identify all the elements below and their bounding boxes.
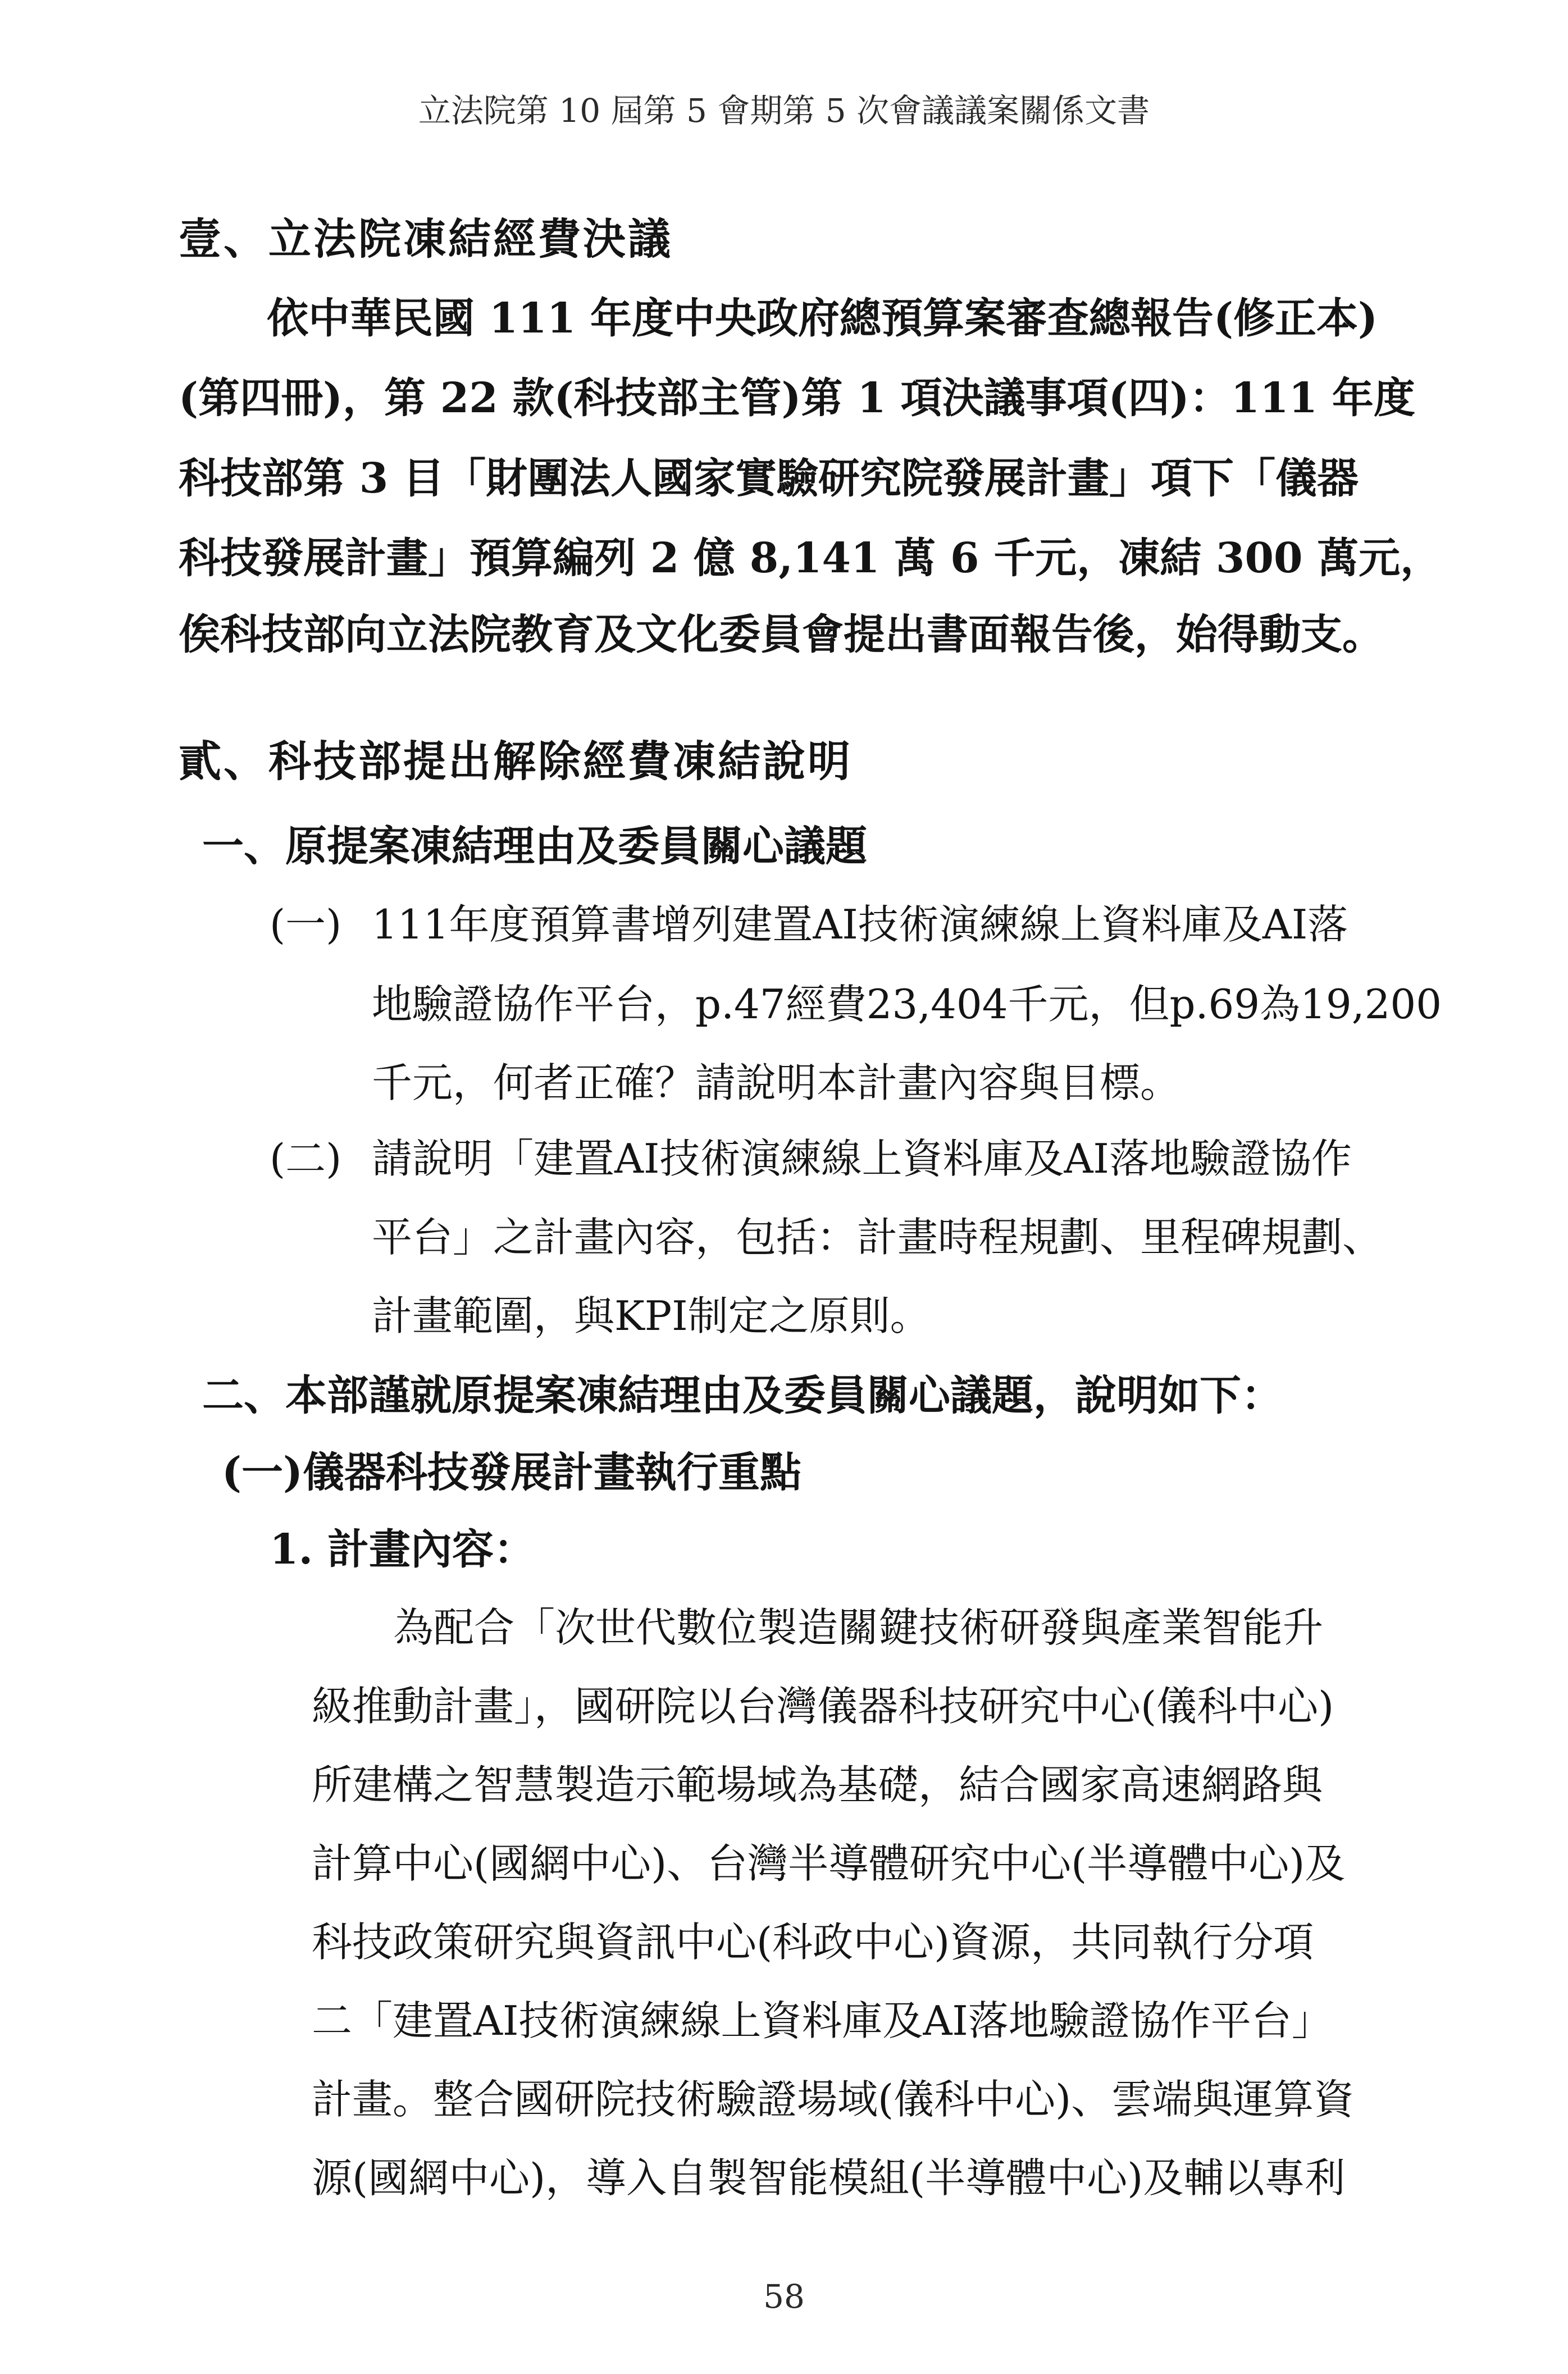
paragraph-line-1: 為配合「次世代數位製造關鍵技術研發與產業智能升 bbox=[393, 1604, 1324, 1651]
section-1-line-1: 依中華民國 111 年度中央政府總預算案審查總報告(修正本) bbox=[267, 294, 1378, 343]
section-1-line-3: 科技部第 3 目「財團法人國家實驗研究院發展計畫」項下「儀器 bbox=[179, 454, 1359, 503]
paragraph-line-3: 所建構之智慧製造示範場域為基礎，結合國家高速網路與 bbox=[312, 1761, 1323, 1808]
subsection-2-heading: 二、本部謹就原提案凍結理由及委員關心議題，說明如下： bbox=[202, 1371, 1283, 1420]
subsection-1-heading: 一、原提案凍結理由及委員關心議題 bbox=[202, 822, 867, 871]
point-1-1-heading: 1. 計畫內容： bbox=[270, 1525, 536, 1574]
item-2-marker: (二) bbox=[270, 1135, 342, 1182]
paragraph-line-4: 計算中心(國網中心)、台灣半導體研究中心(半導體中心)及 bbox=[312, 1840, 1346, 1887]
page-header: 立法院第 10 屆第 5 會期第 5 次會議議案關係文書 bbox=[418, 92, 1150, 130]
item-1-marker: (一) bbox=[270, 901, 342, 948]
section-1-line-4: 科技發展計畫」預算編列 2 億 8,141 萬 6 千元，凍結 300 萬元， bbox=[179, 534, 1442, 582]
section-1-line-5: 俟科技部向立法院教育及文化委員會提出書面報告後，始得動支。 bbox=[179, 610, 1384, 659]
item-2-line-2: 平台」之計畫內容，包括：計畫時程規劃、里程碑規劃、 bbox=[372, 1214, 1383, 1261]
point-1-heading: (一)儀器科技發展計畫執行重點 bbox=[222, 1448, 802, 1497]
paragraph-line-7: 計畫。整合國研院技術驗證場域(儀科中心)、雲端與運算資 bbox=[312, 2076, 1355, 2123]
paragraph-line-2: 級推動計畫」，國研院以台灣儀器科技研究中心(儀科中心) bbox=[312, 1683, 1334, 1730]
item-1-line-2: 地驗證協作平台，p.47經費23,404千元，但p.69為19,200 bbox=[372, 981, 1442, 1028]
item-2-line-1: 請說明「建置AI技術演練線上資料庫及AI落地驗證協作 bbox=[372, 1135, 1352, 1182]
paragraph-line-8: 源(國網中心)，導入自製智能模組(半導體中心)及輔以專利 bbox=[312, 2154, 1346, 2202]
item-2-line-3: 計畫範圍，與KPI制定之原則。 bbox=[372, 1292, 931, 1339]
section-2-heading: 貳、科技部提出解除經費凍結說明 bbox=[179, 736, 853, 786]
paragraph-line-6: 二「建置AI技術演練線上資料庫及AI落地驗證協作平台」 bbox=[312, 1997, 1332, 2044]
item-1-line-3: 千元，何者正確？請說明本計畫內容與目標。 bbox=[372, 1059, 1181, 1106]
page-number: 58 bbox=[763, 2277, 805, 2316]
paragraph-line-5: 科技政策研究與資訊中心(科政中心)資源，共同執行分項 bbox=[312, 1919, 1314, 1966]
item-1-line-1: 111年度預算書增列建置AI技術演練線上資料庫及AI落 bbox=[372, 901, 1348, 948]
section-1-heading: 壹、立法院凍結經費決議 bbox=[179, 214, 673, 264]
section-1-line-2: (第四冊)，第 22 款(科技部主管)第 1 項決議事項(四)：111 年度 bbox=[179, 374, 1415, 422]
